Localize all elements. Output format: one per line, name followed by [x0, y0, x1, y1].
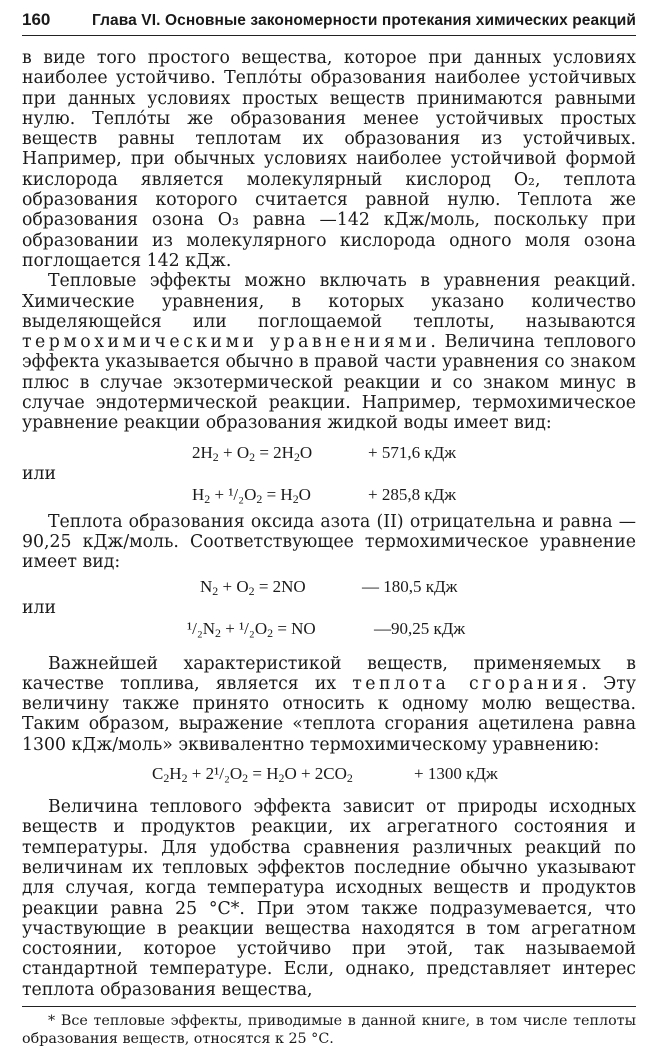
equation-heat: + 571,6 кДж	[368, 442, 456, 462]
equation-heat: + 285,8 кДж	[368, 484, 456, 504]
paragraph-4-text: Важнейшей характеристикой веществ, применяемых в качестве топлива, является их	[22, 653, 636, 694]
paragraph-2	[22, 271, 636, 433]
book-page	[22, 10, 636, 1048]
footnote-divider	[22, 1006, 636, 1007]
equation-water-1	[22, 442, 636, 464]
paragraph-2-tail: . Величина теплового эффекта указывается обычно в правой части уравнения со знаком плюс в случае экзотермической реакции и со знаком минус в случае эндотермической реакции. Например, термохимическое уравнение реакции образования жидкой воды имеет вид:	[22, 332, 636, 434]
equation-heat: — 180,5 кДж	[362, 576, 458, 596]
paragraph-2-text: Тепловые эффекты можно включать в уравнения реакций. Химические уравнения, в которых указано количество выделяющейся или поглощаемой теплоты, называются	[22, 271, 636, 332]
equation-formula: $N_2 + O_2 = 2NO$	[200, 576, 306, 598]
equation-heat: —90,25 кДж	[374, 618, 466, 638]
page-body	[22, 48, 636, 1048]
equation-formula: $2H_2 + O_2 = 2H_2O$	[192, 442, 313, 464]
page-number: 160	[22, 10, 51, 29]
page-header	[22, 10, 636, 36]
paragraph-5: Величина теплового эффекта зависит от природы исходных веществ и продуктов реакции, их агрегатного состояния и температуры. Для удобства сравнения различных реакций по величинам их тепловых эффектов последние обычно указывают для случая, когда температура исходных веществ и продуктов реакции равна 25 °С*. При этом также подразумевается, что участвующие в реакции вещества находятся в том агрегатном состоянии, которое устойчиво при этой, так называемой стандартной температуре. Если, однако, представляет интерес теплота образования вещества,	[22, 797, 636, 1000]
term-heat-of-combustion: теплота сгорания	[352, 673, 582, 694]
or-label: или	[22, 463, 57, 484]
equation-no-2	[22, 618, 636, 640]
equation-heat: + 1300 кДж	[414, 764, 498, 784]
term-thermochemical-equations: термохимическими уравнениями	[22, 332, 431, 353]
equation-no-1	[22, 576, 636, 598]
paragraph-1: в виде того простого вещества, которое при данных условиях наиболее устойчиво. Теплóты образования наиболее устойчивых при данных условиях простых веществ принимаются равными нулю. Теплóты же образования менее устойчивых простых веществ равны теплотам их образования из устойчивых. Например, при обычных условиях наиболее устойчивой формой кислорода является молекулярный кислород O₂, теплота образования которого считается равной нулю. Теплота же образования озона O₃ равна —142 кДж/моль, поскольку при образовании из молекулярного кислорода одного моля озона поглощается 142 кДж.	[22, 48, 636, 271]
paragraph-3: Теплота образования оксида азота (II) отрицательна и равна —90,25 кДж/моль. Соответствующее термохимическое уравнение имеет вид:	[22, 511, 636, 573]
equation-formula: $C_2H_2 + 2^1/_2O_2 = H_2O + 2CO_2$	[152, 764, 353, 785]
paragraph-4	[22, 654, 636, 755]
equation-formula: $H_2 + ^1/_2O_2 = H_2O$	[192, 484, 311, 506]
footnote: * Все тепловые эффекты, приводимые в данной книге, в том числе теплоты образования веществ, относятся к 25 °С.	[22, 1012, 636, 1047]
running-title: Глава VI. Основные закономерности протекания химических реакций	[91, 12, 636, 29]
equation-formula: $^1/_2N_2 + ^1/_2O_2$ = NO	[187, 618, 316, 640]
paragraph-4-tail: . Эту величину также принято относить к одному молю вещества. Таким образом, выражение «теплота сгорания ацетилена равна 1300 кДж/моль» эквивалентно термохимическому уравнению:	[22, 673, 637, 755]
equation-water-2	[22, 484, 636, 506]
equation-acetylene	[22, 763, 636, 785]
or-label: или	[22, 597, 57, 618]
